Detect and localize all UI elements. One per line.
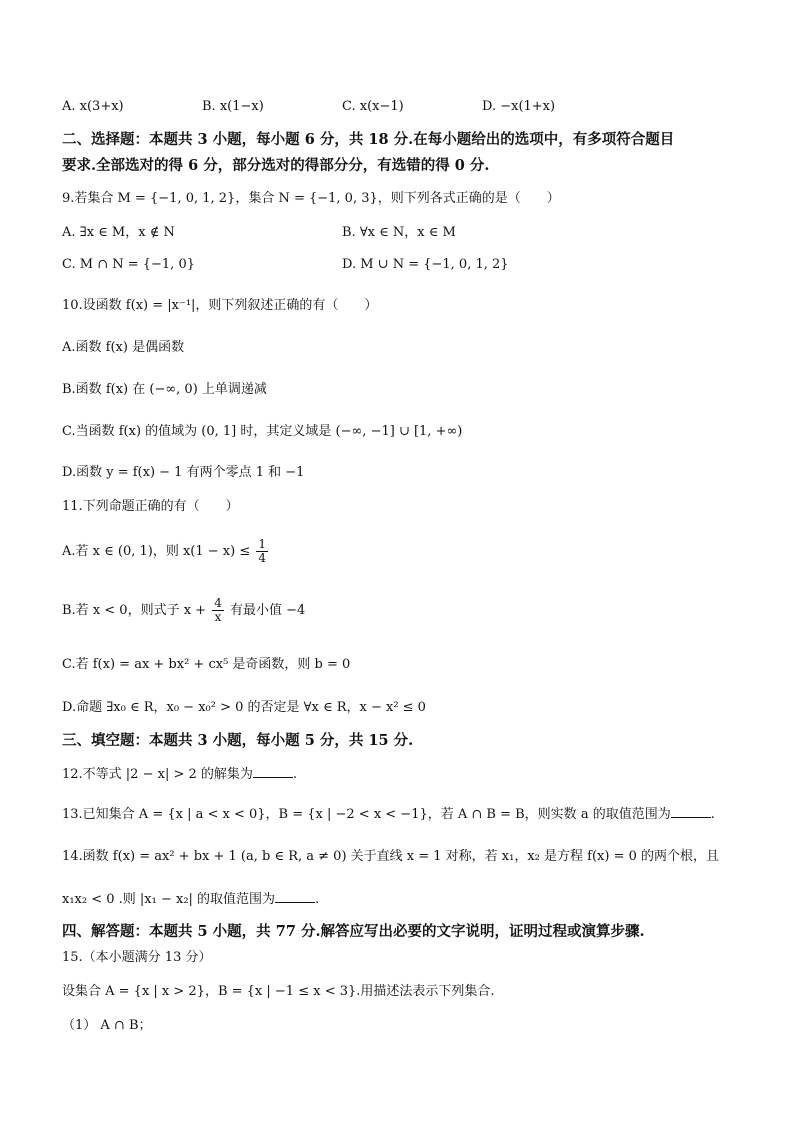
q8-option-d: D. −x(1+x) [482,99,556,114]
q13-text: 13.已知集合 A = {x | a < x < 0}，B = {x | −2 < x < −1}，若 A ∩ B = B，则实数 a 的取值范围为 [62,807,671,822]
q8-option-c: C. x(x−1) [342,99,404,114]
q14-line2 [62,890,319,909]
q11-option-a-text: A.若 x ∈ (0, 1)，则 x(1 − x) ≤ [62,544,251,559]
q11-stem: 11.下列命题正确的有（ ） [62,499,239,514]
section4-heading: 四、解答题：本题共 5 小题，共 77 分.解答应写出必要的文字说明，证明过程或演算步骤. [62,923,645,940]
q13-answer-blank[interactable] [671,805,711,818]
q11-option-a-denominator: 4 [258,551,266,565]
q10-option-a: A.函数 f(x) 是偶函数 [62,340,185,355]
q13 [62,805,715,824]
section2-heading-line1: 二、选择题：本题共 3 小题，每小题 6 分，共 18 分.在每小题给出的选项中，有多项符合题目 [62,131,675,148]
q10-option-b: B.函数 f(x) 在 (−∞, 0) 上单调递减 [62,382,267,397]
q11-option-a-numerator: 1 [258,537,266,551]
q14-text: x₁x₂ < 0 .则 |x₁ − x₂| 的取值范围为 [62,892,276,907]
q13-tail: . [710,807,715,822]
q14-tail: . [315,892,320,907]
q10-option-d: D.函数 y = f(x) − 1 有两个零点 1 和 −1 [62,465,305,480]
q11-option-d: D.命题 ∃x₀ ∈ R，x₀ − x₀² > 0 的否定是 ∀x ∈ R，x − x² ≤ 0 [62,700,426,715]
q11-option-b-denominator: x [214,610,222,624]
q14-line1: 14.函数 f(x) = ax² + bx + 1 (a, b ∈ R, a ≠ 0) 关于直线 x = 1 对称，若 x₁，x₂ 是方程 f(x) = 0 的两个根，且 [62,849,720,864]
q10-stem: 10.设函数 f(x) = |x⁻¹|，则下列叙述正确的有（ ） [62,298,378,313]
q12-answer-blank[interactable] [253,765,293,778]
q11-option-b [62,594,305,628]
q11-option-a-fraction [256,538,268,565]
q12 [62,765,297,784]
section3-heading: 三、填空题：本题共 3 小题，每小题 5 分，共 15 分. [62,732,414,749]
q11-option-a [62,535,270,569]
q11-option-b-text: B.若 x < 0，则式子 x + [62,603,207,618]
q11-option-b-numerator: 4 [214,596,222,610]
q11-option-c: C.若 f(x) = ax + bx² + cx⁵ 是奇函数，则 b = 0 [62,657,351,672]
q8-option-a: A. x(3+x) [62,99,124,114]
q9-option-a: A. ∃x ∈ M，x ∉ N [62,225,175,240]
q9-option-c: C. M ∩ N = {−1, 0} [62,257,195,272]
q11-option-b-fraction [212,597,224,624]
q15-part1: （1） A ∩ B； [62,1018,152,1033]
q11-option-b-tail: 有最小值 −4 [230,603,306,618]
q14-answer-blank[interactable] [275,890,315,903]
q15-score: 15.（本小题满分 13 分） [62,950,212,965]
q9-option-b: B. ∀x ∈ N，x ∈ M [342,225,456,240]
q10-option-c: C.当函数 f(x) 的值域为 (0, 1] 时，其定义域是 (−∞, −1] ∪ [1, +∞) [62,424,463,439]
q15-stem: 设集合 A = {x | x > 2}，B = {x | −1 ≤ x < 3}.用描述法表示下列集合. [62,984,495,999]
q9-stem: 9.若集合 M = {−1, 0, 1, 2}，集合 N = {−1, 0, 3}，则下列各式正确的是（ ） [62,191,560,206]
q12-tail: . [292,767,298,782]
q12-text: 12.不等式 |2 − x| > 2 的解集为 [62,767,253,782]
section2-heading-line2: 要求.全部选对的得 6 分，部分选对的得部分分，有选错的得 0 分. [62,157,490,174]
q8-option-b: B. x(1−x) [202,99,264,114]
q9-option-d: D. M ∪ N = {−1, 0, 1, 2} [342,257,509,272]
